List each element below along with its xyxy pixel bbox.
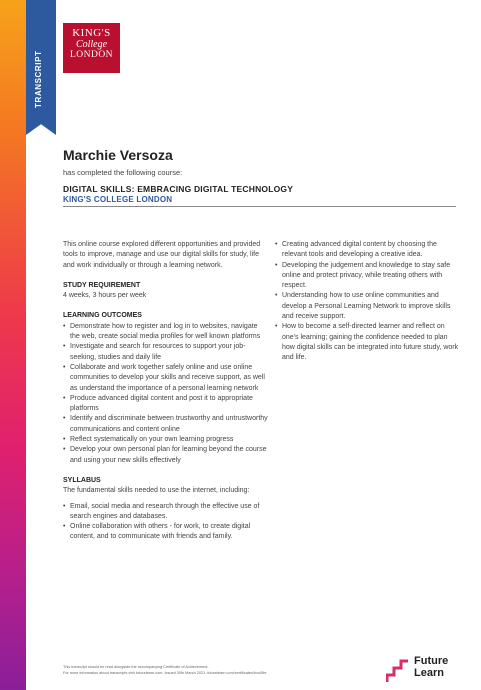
list-item: • Collaborate and work together safely online and use online communities to develop your skills and receive support, as well as understand the importance of a personal learning network xyxy=(63,363,268,394)
stairs-icon xyxy=(30,146,52,164)
futurelearn-wordmark-line1: Future xyxy=(414,655,449,667)
course-description: This online course explored different opportunities and provided tools to improve, manage and use our digital skills for study, life and work individually or through a learning network. xyxy=(63,241,261,269)
kcl-logo-line3: LONDON xyxy=(69,50,114,60)
left-column xyxy=(63,240,268,543)
kcl-logo-line2: College xyxy=(75,39,108,50)
right-column xyxy=(275,240,460,364)
completion-statement: has completed the following course: xyxy=(63,168,183,177)
list-item: • Understanding how to use online communities and develop a Personal Learning Network to improve skills and receive support. xyxy=(275,291,460,322)
study-requirement-heading: STUDY REQUIREMENT xyxy=(63,281,141,289)
learning-outcomes-list xyxy=(63,322,268,466)
study-requirement-value: 4 weeks, 3 hours per week xyxy=(63,292,147,300)
kcl-logo-line1: KING'S xyxy=(72,27,111,39)
course-title: DIGITAL SKILLS: EMBRACING DIGITAL TECHNOLOGY xyxy=(63,184,294,194)
list-item: • Investigate and search for resources to support your job-seeking, studies and daily life xyxy=(63,342,268,363)
list-item: • How to become a self-directed learner and reflect on one's learning; gaining the confidence needed to plan how digital skills can be integrated into future study, work and life. xyxy=(275,322,460,363)
divider xyxy=(63,206,456,207)
syllabus-list-continued xyxy=(275,240,460,364)
learner-name: Marchie Versoza xyxy=(63,147,173,163)
list-item: • Creating advanced digital content by choosing the relevant tools and developing a creative idea. xyxy=(275,240,460,261)
list-item: • Email, social media and research through the effective use of search engines and databases. xyxy=(63,502,268,523)
list-item: • Online collaboration with others - for work, to create digital content, and to communicate with friends and family. xyxy=(63,522,268,543)
syllabus-list xyxy=(63,502,268,543)
footer-line: This transcript should be read alongside the accompanying Certificate of Achievement. xyxy=(63,665,209,669)
futurelearn-wordmark xyxy=(414,655,448,679)
futurelearn-wordmark-line2: Learn xyxy=(414,667,444,679)
list-item: • Reflect systematically on your own learning progress xyxy=(63,435,268,445)
footer-note xyxy=(63,665,363,676)
kcl-logo xyxy=(63,23,120,73)
list-item: • Produce advanced digital content and post it to appropriate platforms xyxy=(63,394,268,415)
footer-line: For more information about transcripts visit futurelearn.com. Issued 30th March 2021. futurelearn.com/certificates/hxo0fte xyxy=(63,670,267,675)
syllabus-intro: The fundamental skills needed to use the internet, including: xyxy=(63,487,250,495)
list-item: • Identify and discriminate between trustworthy and untrustworthy communications and content online xyxy=(63,414,268,435)
gradient-sidebar xyxy=(0,0,26,690)
course-organisation: KING'S COLLEGE LONDON xyxy=(63,195,173,204)
list-item: • Developing the judgement and knowledge to stay safe online and protect privacy, while treating others with respect. xyxy=(275,261,460,292)
learning-outcomes-heading: LEARNING OUTCOMES xyxy=(63,312,142,320)
syllabus-heading: SYLLABUS xyxy=(63,476,101,484)
ribbon-label: TRANSCRIPT xyxy=(34,50,43,108)
list-item: • Demonstrate how to register and log in to websites, navigate the web, create social media profiles for well known platforms xyxy=(63,322,268,343)
list-item: • Develop your own personal plan for learning beyond the course and using your new skills effectively xyxy=(63,445,268,466)
